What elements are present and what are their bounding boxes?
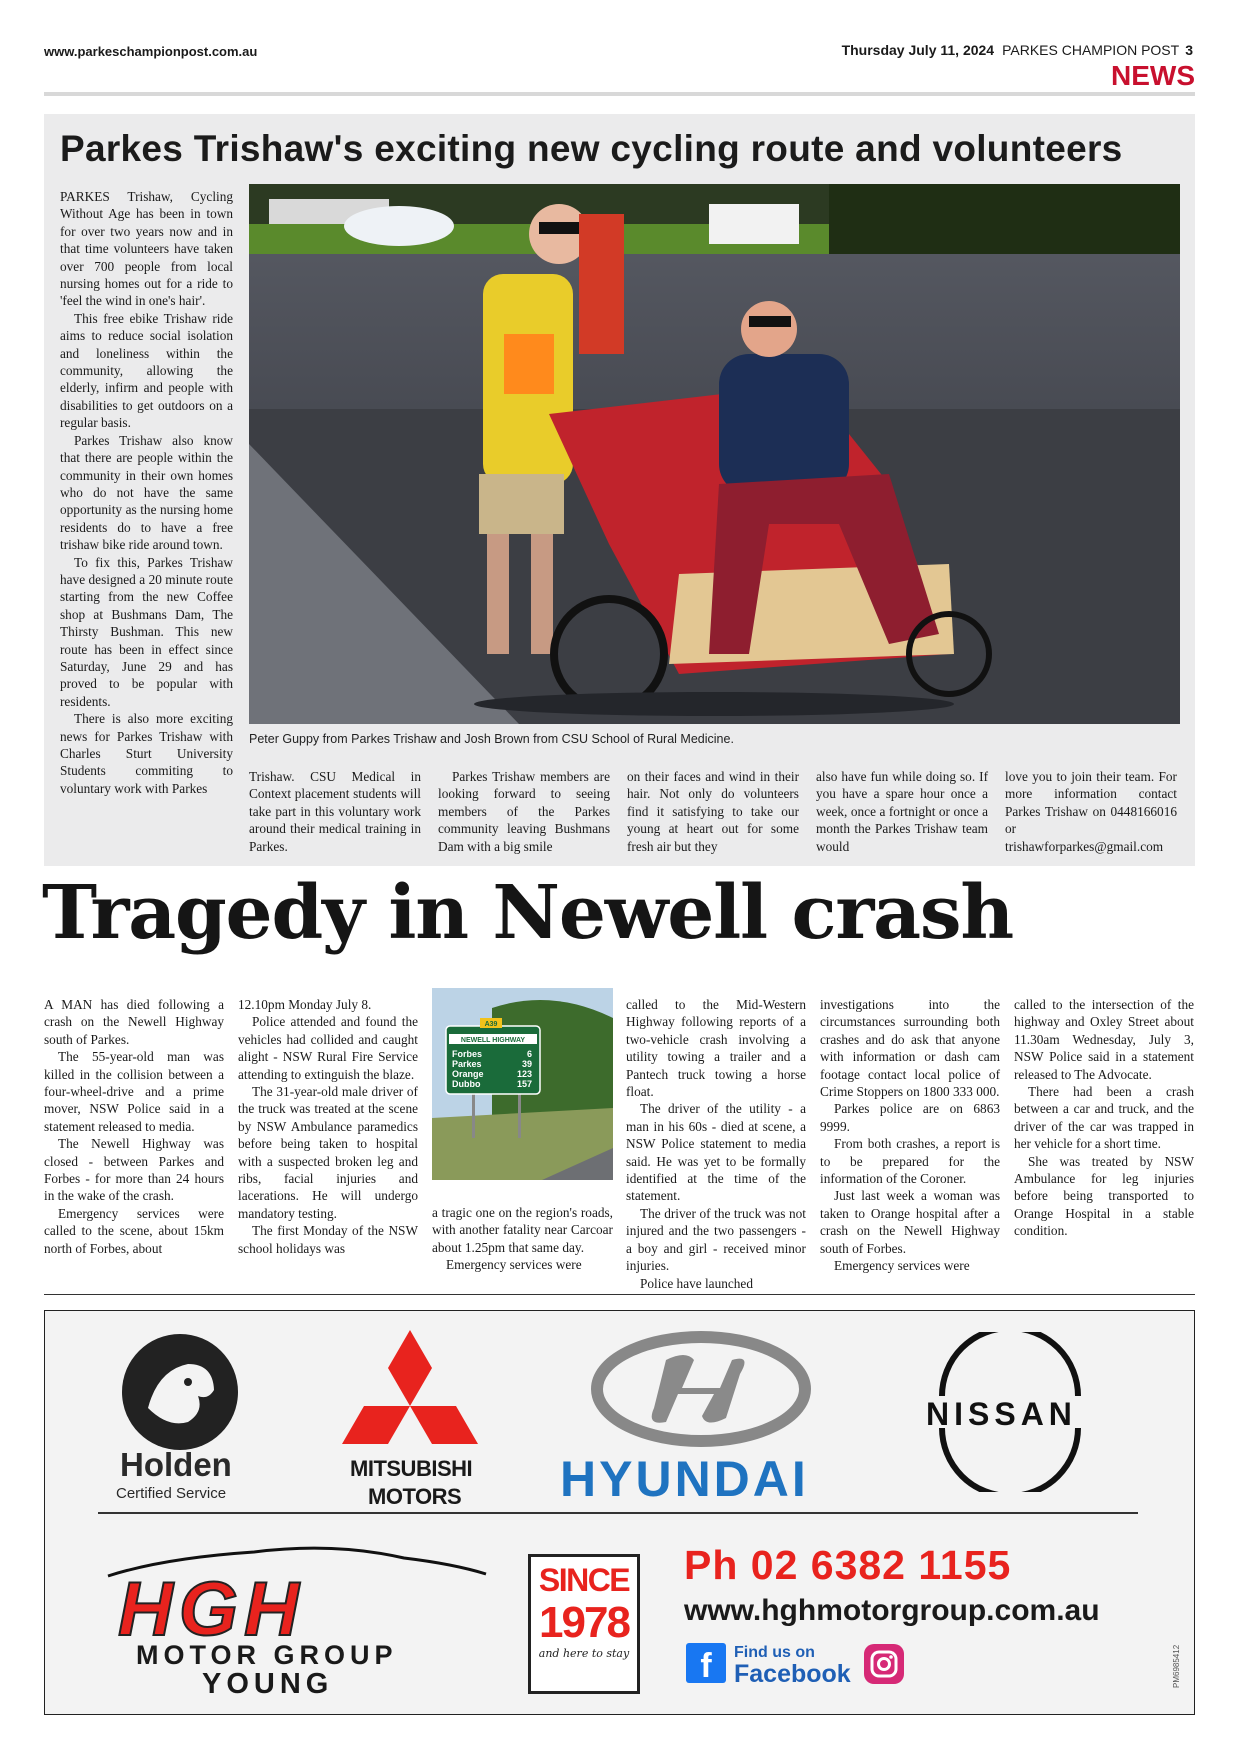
paragraph: Emergency services were: [834, 1258, 970, 1274]
trishaw-photo: [249, 184, 1180, 724]
paragraph: There is also more exciting news for Parkes Trishaw with Charles Sturt University Students commiting to voluntary work with Parkes: [60, 711, 233, 796]
hgh-location: YOUNG: [202, 1668, 334, 1700]
hgh-logo-text: HGH: [118, 1567, 305, 1652]
paragraph: on their faces and wind in their hair. Not only do volunteers find it satisfying to take our young at heart out for some fresh air but they: [627, 769, 799, 854]
paragraph: 12.10pm Monday July 8.: [238, 997, 372, 1012]
paragraph: called to the Mid-Western Highway following reports of a two-vehicle crash involving a utility towing a trailer and a Pantech truck towing a horse float.: [626, 997, 806, 1100]
sign-place: Forbes: [452, 1049, 483, 1059]
masthead-rule: [44, 92, 1195, 96]
mitsubishi-diamonds-icon: [342, 1330, 478, 1448]
paragraph: There had been a crash between a car and truck, and the driver of the car was trapped in her vehicle for a short time.: [1014, 1084, 1194, 1152]
facebook-line1: Find us on: [734, 1644, 815, 1661]
paragraph: To fix this, Parkes Trishaw have designed a 20 minute route starting from the new Coffee shop at Bushmans Dam, The Thirsty Bushman. This new route has been in effect since Saturday, June 29 and has proved to be popular with residents.: [60, 554, 233, 709]
paragraph: The driver of the truck was not injured and the two passengers - a boy and girl - received minor injuries.: [626, 1205, 806, 1274]
paragraph: The 31-year-old male driver of the truck was treated at the scene by NSW Ambulance paramedics before being taken to hospital with a suspected broken leg and ribs, facial injuries and lacerations. He will undergo mandatory testing.: [238, 1084, 418, 1221]
since-tagline: and here to stay: [538, 1647, 630, 1660]
ad-divider: [98, 1512, 1138, 1514]
sign-distance: 6: [526, 1049, 532, 1059]
since-label: SINCE: [538, 1562, 630, 1598]
paragraph: a tragic one on the region's roads, with another fatality near Carcoar about 1.25pm that same day.: [432, 1205, 613, 1255]
site-url: www.parkeschampionpost.com.au: [44, 44, 258, 59]
since-year: 1978: [539, 1598, 629, 1647]
story-trishaw-column-6: [1005, 768, 1177, 855]
facebook-icon[interactable]: f: [686, 1643, 726, 1683]
since-1978-badge: [528, 1554, 640, 1694]
paragraph: The 55-year-old man was killed in the collision between a four-wheel-drive and a prime mover, NSW Police said in a statement released to media.: [44, 1049, 224, 1134]
highway-sign-photo: [432, 988, 613, 1180]
masthead-info: [842, 42, 1193, 58]
hgh-motor-group: MOTOR GROUP: [136, 1640, 398, 1670]
story-crash-column-3: [432, 1204, 613, 1274]
story-crash-column-6: [1014, 996, 1194, 1240]
story-trishaw-column-5: [816, 768, 988, 855]
publication-name: PARKES CHAMPION POST: [1002, 42, 1180, 58]
paragraph: This free ebike Trishaw ride aims to reduce social isolation and loneliness within the community, allowing the elderly, infirm and people with disabilities to get outdoors on a regular basis.: [60, 310, 233, 431]
trishaw-photo-illustration: [249, 184, 1180, 724]
mitsubishi-name-line1: MITSUBISHI: [350, 1456, 473, 1481]
paragraph: also have fun while doing so. If you have a spare hour once a week, once a fortnight or once a month the Parkes Trishaw team would: [816, 769, 988, 854]
issue-date: Thursday July 11, 2024: [841, 42, 995, 58]
paragraph: Parkes Trishaw members are looking forward to seeing members of the Parkes community leaving Bushmans Dam with a big smile: [438, 769, 610, 854]
paragraph: love you to join their team. For more information contact Parkes Trishaw on 0448166016 or trishawforparkes@gmail.com: [1005, 769, 1177, 854]
paragraph: Police attended and found the vehicles had collided and caught alight - NSW Rural Fire Service attending to extinguish the blaze.: [238, 1014, 418, 1082]
paragraph: investigations into the circumstances surrounding both crashes and do ask that anyone with information or dash cam footage contact local police of Crime Stoppers on 1800 333 000.: [820, 997, 1000, 1100]
story-trishaw-column-3: [438, 768, 610, 855]
story-crash-column-5: [820, 996, 1000, 1275]
sign-place: Parkes: [452, 1059, 482, 1069]
page-number: 3: [1185, 42, 1193, 58]
paragraph: Trishaw. CSU Medical in Context placement students will take part in this voluntary work around their medical training in Parkes.: [249, 769, 421, 854]
highway-sign-illustration: [432, 988, 613, 1180]
sign-distance: 157: [516, 1079, 532, 1089]
paragraph: The first Monday of the NSW school holidays was: [238, 1223, 418, 1256]
paragraph: Just last week a woman was taken to Orange hospital after a crash on the Newell Highway south of Forbes.: [820, 1188, 1000, 1256]
story-crash-column-4: [626, 996, 806, 1292]
story-crash-column-2: [238, 996, 418, 1257]
sign-place: Dubbo: [452, 1079, 481, 1089]
dealer-website: www.hghmotorgroup.com.au: [684, 1594, 1100, 1627]
mitsubishi-name-line2: MOTORS: [368, 1484, 462, 1509]
story-divider: [44, 1294, 1195, 1295]
paragraph: From both crashes, a report is to be prepared for the information of the Coroner.: [820, 1136, 1000, 1187]
paragraph: Police have launched: [640, 1275, 753, 1291]
sign-distance: 39: [521, 1059, 532, 1069]
story-trishaw-column-2: [249, 768, 421, 855]
paragraph: called to the intersection of the highway and Oxley Street about 11.30am Wednesday, July 3, NSW Police said in a statement released to The Advocate.: [1014, 997, 1194, 1082]
holden-subtitle: Certified Service: [116, 1485, 227, 1502]
holden-name: Holden: [120, 1446, 232, 1483]
story-crash-headline: Tragedy in Newell crash: [42, 870, 1013, 956]
paragraph: Emergency services were: [446, 1257, 582, 1273]
hyundai-name: HYUNDAI: [560, 1451, 809, 1507]
trishaw-photo-caption: Peter Guppy from Parkes Trishaw and Josh Brown from CSU School of Rural Medicine.: [249, 732, 734, 746]
story-trishaw-column-1: [60, 188, 233, 797]
story-trishaw-headline: Parkes Trishaw's exciting new cycling route and volunteers: [60, 128, 1123, 169]
hyundai-logo-icon: [590, 1330, 812, 1448]
facebook-line2: Facebook: [734, 1660, 851, 1688]
instagram-icon[interactable]: [864, 1644, 904, 1684]
paragraph: The Newell Highway was closed - between Parkes and Forbes - for more than 24 hours in the wake of the crash.: [44, 1136, 224, 1204]
paragraph: Parkes police are on 6863 9999.: [820, 1101, 1000, 1134]
paragraph: Emergency services were called to the scene, about 15km north of Forbes, about: [44, 1205, 224, 1256]
section-label: NEWS: [1111, 60, 1195, 91]
paragraph: PARKES Trishaw, Cycling Without Age has been in town for over two years now and in that time volunteers have taken over 700 people from local nursing homes out for a ride to 'feel the wind in one's hair'.: [60, 189, 233, 309]
story-trishaw-column-4: [627, 768, 799, 855]
paragraph: A MAN has died following a crash on the Newell Highway south of Parkes.: [44, 997, 224, 1047]
sign-distance: 123: [516, 1069, 532, 1079]
route-shield-text: A39: [484, 1021, 498, 1028]
dealer-phone: Ph 02 6382 1155: [684, 1542, 1012, 1588]
story-crash-column-1: [44, 996, 224, 1257]
sign-title: NEWELL HIGHWAY: [460, 1037, 526, 1044]
ad-code: PM6985412: [1172, 1644, 1181, 1688]
nissan-name: NISSAN: [926, 1396, 1077, 1432]
holden-lion-icon: [118, 1330, 242, 1454]
paragraph: She was treated by NSW Ambulance for leg injuries before being transported to Orange Hospital in a stable condition.: [1014, 1153, 1194, 1239]
paragraph: Parkes Trishaw also know that there are people within the community in their own homes who do not have the same opportunity as the nursing home residents do to have a free trishaw bike ride around town.: [60, 432, 233, 553]
paragraph: The driver of the utility - a man in his 60s - died at scene, a NSW Police statement to media said. He was yet to be formally identified at the time of the statement.: [626, 1101, 806, 1204]
sign-place: Orange: [452, 1069, 484, 1079]
